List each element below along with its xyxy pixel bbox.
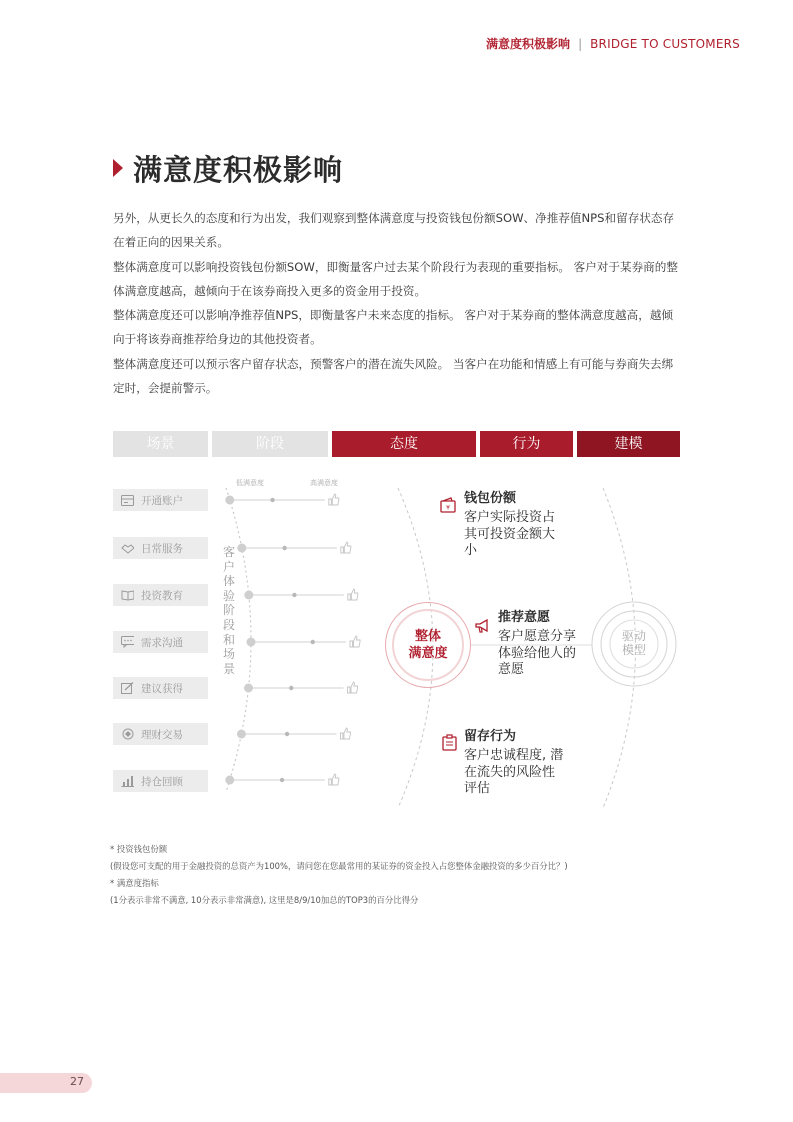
slider-start-dot [237, 730, 246, 739]
header-title-en: BRIDGE TO CUSTOMERS [590, 36, 740, 51]
footnote-2-text: (1分表示非常不满意, 10分表示非常满意), 这里是8/9/10加总的TOP3的百分比得分 [110, 895, 419, 905]
thumbs-up-icon [348, 682, 358, 693]
drive-model-label [612, 629, 656, 657]
overall-satisfaction-circle [385, 602, 471, 688]
thumbs-up-icon [348, 589, 358, 600]
outcome-desc: 体验给他人的 [498, 645, 577, 661]
category-stage: 阶段 [212, 431, 328, 457]
stage-label: 需求沟通 [141, 636, 183, 649]
chart-icon [121, 775, 134, 787]
header-title-cn: 满意度积极影响 [486, 37, 571, 51]
handshake-icon [121, 542, 134, 554]
outcome-title: 留存行为 [464, 729, 517, 744]
chat-icon [121, 636, 134, 648]
stage-vertical-label: 客户体验阶段和场景 [222, 545, 235, 676]
outcome-desc: 客户愿意分享 [498, 629, 577, 644]
slider-start-dot [244, 684, 253, 693]
page-number: 27 [70, 1075, 84, 1088]
slider-knob [285, 732, 289, 736]
paragraph: 另外，从更长久的态度和行为出发，我们观察到整体满意度与投资钱包份额SOW、净推荐值NPS和留存状态存在着正向的因果关系。 [113, 211, 675, 250]
stage-label: 理财交易 [141, 728, 183, 741]
thumbs-up-icon [329, 494, 339, 505]
section-title: 满意度积极影响 [133, 153, 344, 187]
slider-start-dot [237, 544, 246, 553]
outcome-desc: 客户实际投资占 [464, 510, 556, 525]
footnote-1-title: * 投资钱包份额 [110, 844, 168, 854]
header-separator: | [578, 36, 583, 51]
stage-label: 投资教育 [141, 589, 183, 602]
stage-label: 日常服务 [141, 542, 183, 555]
paragraph: 整体满意度还可以影响净推荐值NPS，即衡量客户未来态度的指标。 客户对于某券商的整体满意度越高，越倾向于将该券商推荐给身边的其他投资者。 [113, 308, 674, 347]
slider-start-dot [246, 638, 255, 647]
category-scene: 场景 [113, 431, 208, 457]
footnote-1-text: (假设您可支配的用于金融投资的总资产为100%，请问您在您最常用的某证券的资金投入占您整体金融投资的多少百分比？) [110, 861, 568, 871]
clipboard-icon [442, 734, 458, 755]
slider-knob [292, 593, 296, 597]
slider-knob [289, 686, 293, 690]
stage-daily-service [113, 537, 208, 559]
slider-start-dot [244, 591, 253, 600]
thumbs-up-icon [340, 728, 350, 739]
outcome-recommend-willingness [498, 606, 576, 679]
center-label-line1: 整体 [414, 629, 441, 644]
slider-start-dot [225, 496, 234, 505]
outcome-retention-behavior [464, 725, 563, 798]
stage-position-review [113, 770, 208, 792]
card-icon [121, 494, 134, 506]
outcome-desc: 评估 [464, 781, 491, 796]
slider-knob [282, 546, 286, 550]
category-behavior: 行为 [480, 431, 573, 457]
outcome-desc: 其可投资金额大 [464, 526, 556, 542]
scale-high-label: 高满意度 [310, 479, 338, 487]
outcome-wallet-share [464, 487, 555, 560]
outcome-desc: 小 [464, 543, 478, 558]
thumbs-up-icon [341, 542, 351, 553]
stage-label: 开通账户 [141, 494, 183, 507]
edit-icon [121, 682, 134, 694]
slider-knob [270, 498, 274, 502]
thumbs-up-icon [329, 774, 339, 785]
center-label-line2: 满意度 [408, 646, 448, 661]
stage-investment-education [113, 584, 208, 606]
category-model: 建模 [577, 431, 680, 457]
outcome-desc: 在流失的风险性 [464, 764, 556, 780]
stage-needs-communication [113, 631, 208, 653]
drive-line1: 驱动 [621, 629, 646, 643]
stage-label: 建议获得 [141, 682, 183, 695]
stage-get-advice [113, 677, 208, 699]
footnote-2-title: * 满意度指标 [110, 878, 159, 888]
stage-wealth-trade [113, 723, 208, 745]
outcome-desc: 客户忠诚程度, 潜 [464, 748, 564, 763]
thumbs-up-icon [350, 636, 360, 647]
slider-knob [280, 778, 284, 782]
drive-line2: 模型 [621, 643, 646, 657]
wallet-icon [440, 497, 456, 517]
category-attitude: 态度 [332, 431, 476, 457]
book-icon [121, 589, 134, 601]
scale-low-label: 低满意度 [236, 479, 264, 487]
megaphone-icon [474, 618, 492, 638]
slider-start-dot [225, 776, 234, 785]
outcome-desc: 意愿 [498, 662, 525, 677]
paragraph: 整体满意度还可以预示客户留存状态，预警客户的潜在流失风险。 当客户在功能和情感上有可能与券商失去绑定时，会提前警示。 [113, 356, 674, 396]
outcome-title: 钱包份额 [464, 491, 517, 506]
stage-open-account [113, 489, 208, 511]
trade-icon [121, 728, 134, 740]
svg-text:¥: ¥ [446, 504, 450, 512]
outcome-title: 推荐意愿 [498, 610, 551, 625]
satisfaction-sliders [225, 494, 360, 785]
slider-knob [311, 640, 315, 644]
stage-label: 持仓回顾 [141, 775, 183, 788]
paragraph: 整体满意度可以影响投资钱包份额SOW，即衡量客户过去某个阶段行为表现的重要指标。 客户对于某券商的整体满意度越高，越倾向于在该券商投入更多的资金用于投资。 [113, 259, 678, 298]
